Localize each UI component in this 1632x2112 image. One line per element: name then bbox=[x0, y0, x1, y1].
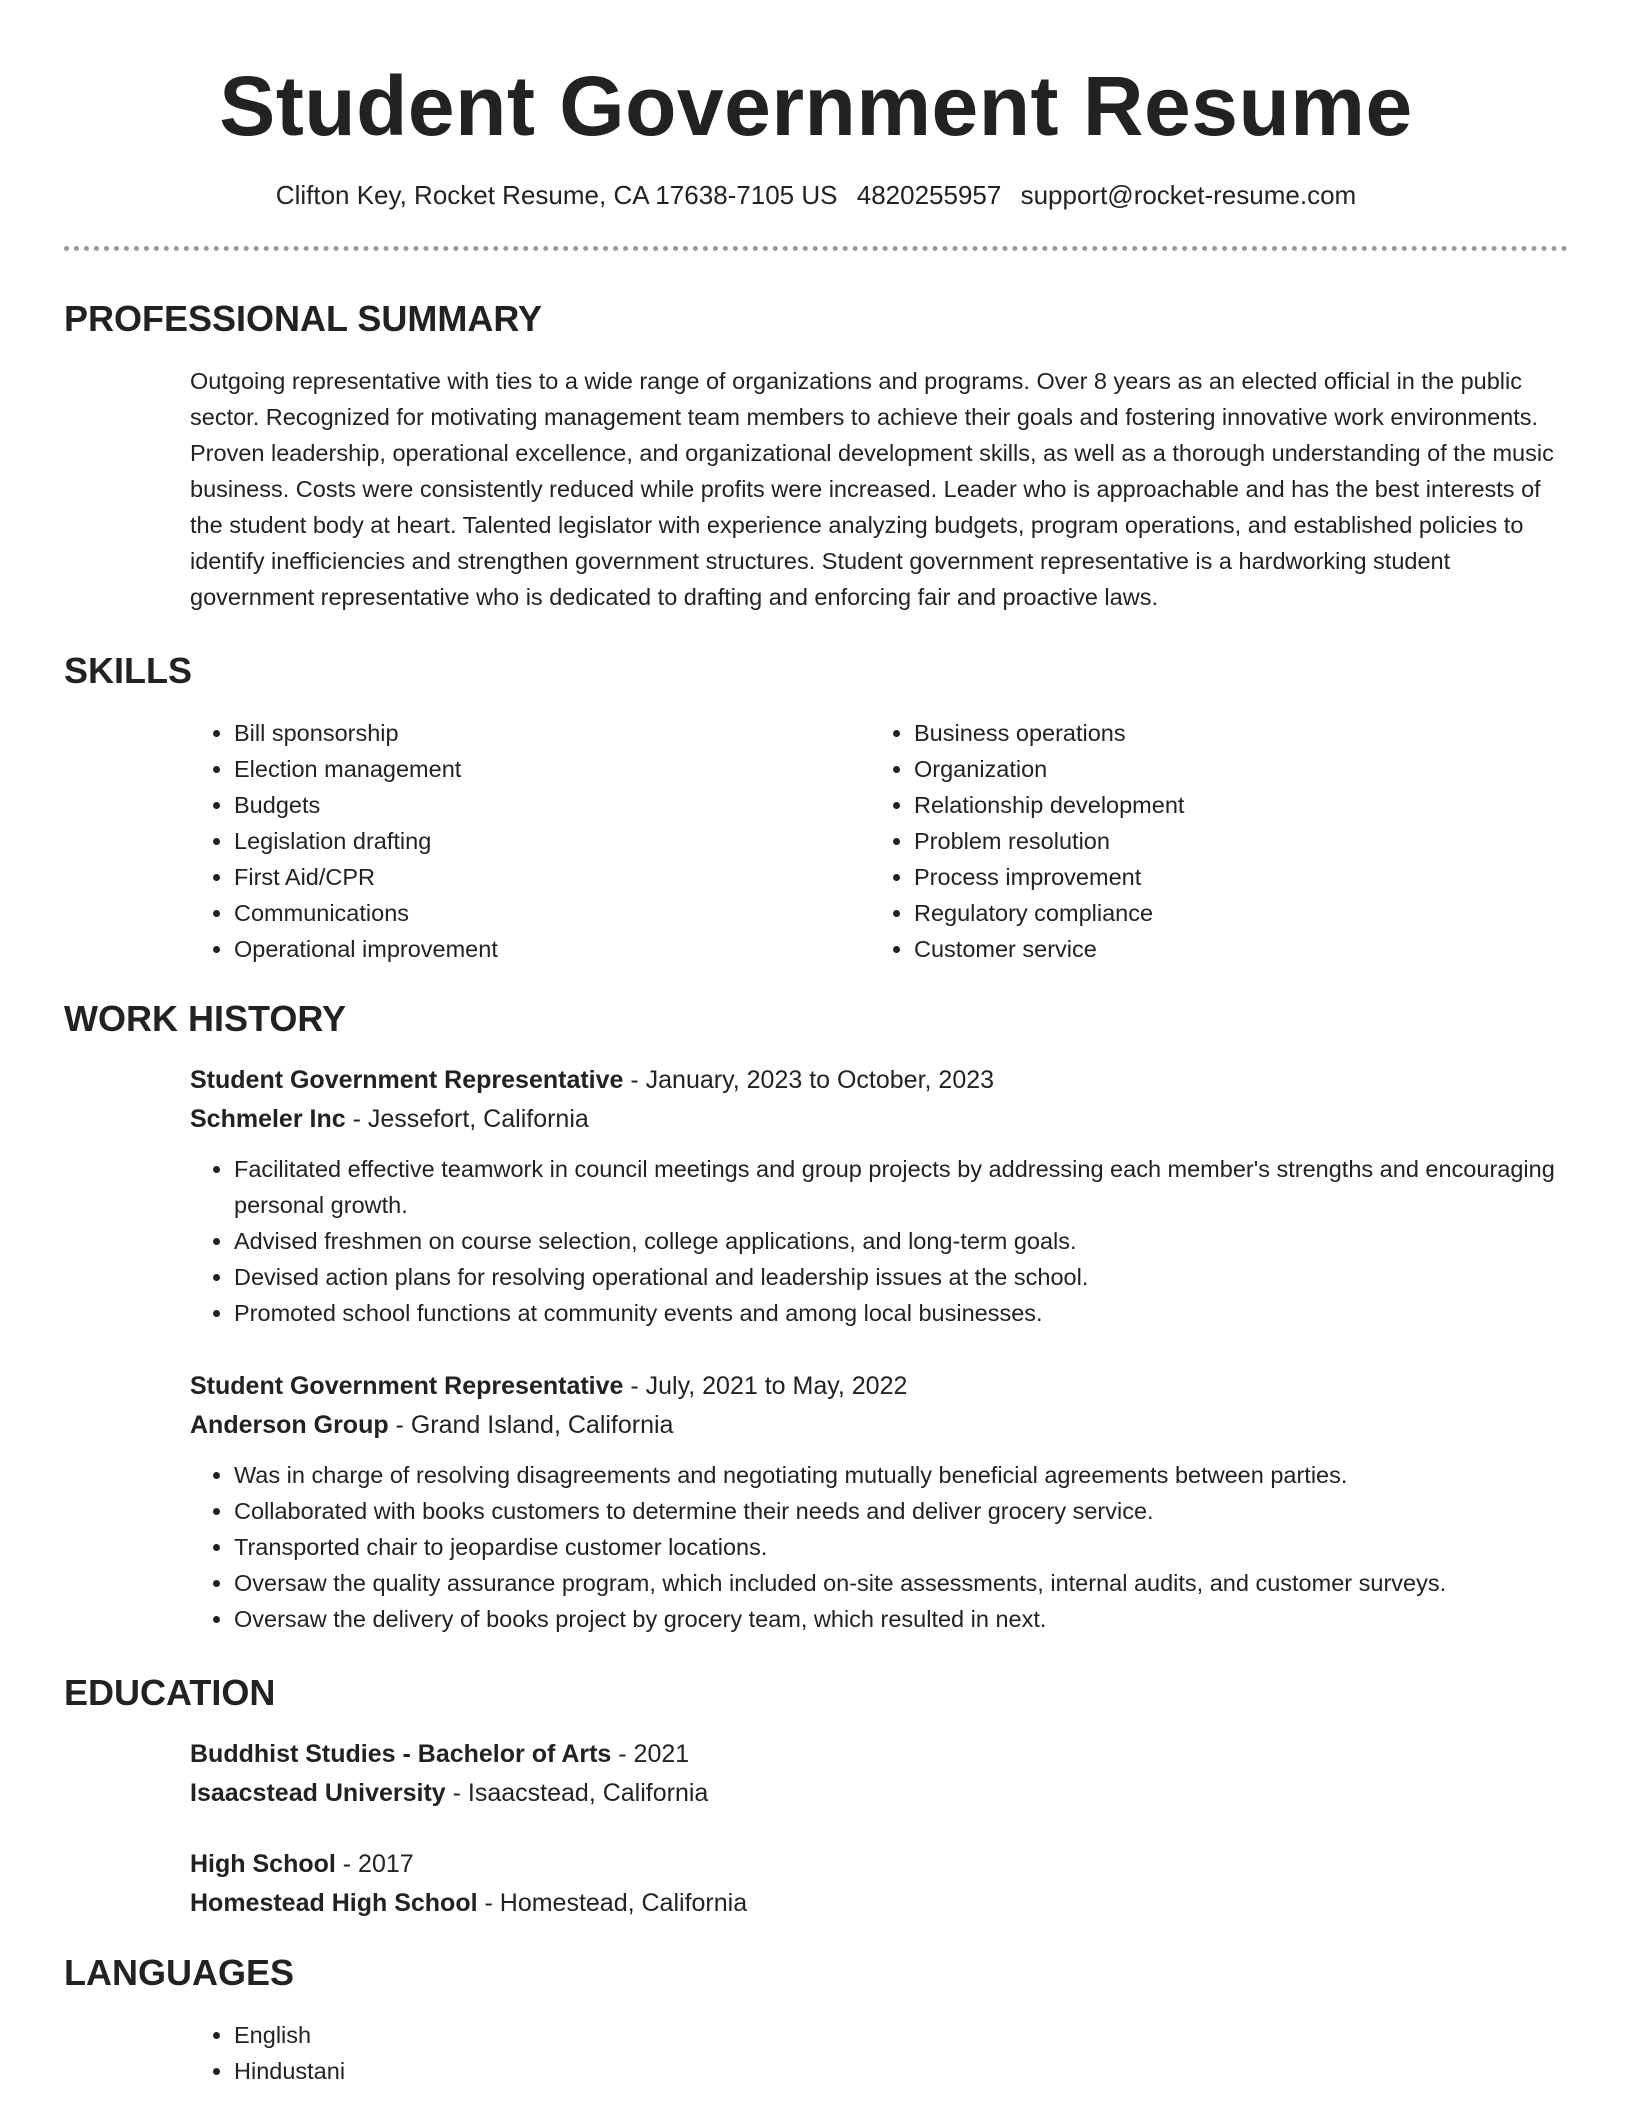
skill-item: • Process improvement bbox=[914, 859, 1568, 895]
education-entry bbox=[190, 1845, 1568, 1923]
education-entry bbox=[190, 1735, 1568, 1813]
job-location: - Jessefort, California bbox=[345, 1105, 589, 1133]
job-company-line bbox=[190, 1406, 1568, 1445]
work-heading: WORK HISTORY bbox=[64, 998, 347, 1039]
job-entry bbox=[190, 1061, 1568, 1331]
header-divider bbox=[64, 246, 1568, 251]
skill-item: • Customer service bbox=[914, 931, 1568, 967]
contact-address: Clifton Key, Rocket Resume, CA 17638-7105 US bbox=[275, 180, 838, 210]
education-location: - Homestead, California bbox=[477, 1889, 748, 1917]
education-degree: Buddhist Studies - Bachelor of Arts bbox=[190, 1740, 612, 1768]
job-company: Schmeler Inc bbox=[190, 1105, 346, 1133]
skills-list bbox=[190, 715, 1568, 967]
education-degree-line bbox=[190, 1735, 1568, 1774]
job-title: Student Government Representative bbox=[190, 1372, 624, 1400]
skill-item: • Problem resolution bbox=[914, 823, 1568, 859]
skill-item: • Business operations bbox=[914, 715, 1568, 751]
job-company-line bbox=[190, 1100, 1568, 1139]
education-school: Homestead High School bbox=[190, 1889, 478, 1917]
skill-item: • Regulatory compliance bbox=[914, 895, 1568, 931]
job-bullets bbox=[190, 1151, 1568, 1331]
job-dates: - January, 2023 to October, 2023 bbox=[623, 1066, 995, 1094]
job-title-line bbox=[190, 1367, 1568, 1406]
job-location: - Grand Island, California bbox=[388, 1411, 674, 1439]
skill-item: • First Aid/CPR bbox=[234, 859, 870, 895]
skill-item: • Communications bbox=[234, 895, 870, 931]
language-item: • English bbox=[234, 2017, 1568, 2053]
skill-item: • Legislation drafting bbox=[234, 823, 870, 859]
job-bullet: • Oversaw the quality assurance program, which included on-site assessments, internal audits, and customer surveys. bbox=[234, 1565, 1568, 1601]
education-degree-line bbox=[190, 1845, 1568, 1884]
job-bullet: • Was in charge of resolving disagreements and negotiating mutually beneficial agreements between parties. bbox=[234, 1457, 1568, 1493]
skill-item: • Operational improvement bbox=[234, 931, 870, 967]
job-bullet: • Collaborated with books customers to determine their needs and deliver grocery service. bbox=[234, 1493, 1568, 1529]
job-bullet: • Promoted school functions at community events and among local businesses. bbox=[234, 1295, 1568, 1331]
contact-line bbox=[64, 178, 1568, 212]
skill-item: • Election management bbox=[234, 751, 870, 787]
skill-item: • Relationship development bbox=[914, 787, 1568, 823]
education-school: Isaacstead University bbox=[190, 1779, 446, 1807]
languages-list bbox=[190, 2017, 1568, 2089]
job-title-line bbox=[190, 1061, 1568, 1100]
skill-item: • Budgets bbox=[234, 787, 870, 823]
skills-column-left bbox=[190, 715, 870, 967]
contact-email: support@rocket-resume.com bbox=[1020, 180, 1357, 210]
job-bullet: • Transported chair to jeopardise customer locations. bbox=[234, 1529, 1568, 1565]
job-bullet: • Devised action plans for resolving operational and leadership issues at the school. bbox=[234, 1259, 1568, 1295]
education-list bbox=[190, 1735, 1568, 1923]
job-bullet: • Advised freshmen on course selection, college applications, and long-term goals. bbox=[234, 1223, 1568, 1259]
job-entry bbox=[190, 1367, 1568, 1637]
job-bullets bbox=[190, 1457, 1568, 1637]
education-heading: EDUCATION bbox=[64, 1672, 276, 1713]
skill-item: • Organization bbox=[914, 751, 1568, 787]
skills-heading: SKILLS bbox=[64, 650, 193, 691]
education-year: - 2017 bbox=[335, 1850, 414, 1878]
languages-heading: LANGUAGES bbox=[64, 1952, 295, 1993]
languages-bullets bbox=[190, 2017, 1568, 2089]
language-item: • Hindustani bbox=[234, 2053, 1568, 2089]
education-school-line bbox=[190, 1884, 1568, 1923]
job-title: Student Government Representative bbox=[190, 1066, 624, 1094]
contact-phone: 4820255957 bbox=[856, 180, 1002, 210]
job-bullet: • Facilitated effective teamwork in council meetings and group projects by addressing each member's strengths and encouraging personal growth. bbox=[234, 1151, 1568, 1223]
skills-column-right bbox=[870, 715, 1568, 967]
education-degree: High School bbox=[190, 1850, 336, 1878]
skill-item: • Bill sponsorship bbox=[234, 715, 870, 751]
job-bullet: • Oversaw the delivery of books project by grocery team, which resulted in next. bbox=[234, 1601, 1568, 1637]
education-school-line bbox=[190, 1774, 1568, 1813]
resume-title: Student Government Resume bbox=[219, 59, 1413, 153]
summary-heading: PROFESSIONAL SUMMARY bbox=[64, 298, 543, 339]
job-dates: - July, 2021 to May, 2022 bbox=[623, 1372, 908, 1400]
education-year: - 2021 bbox=[611, 1740, 690, 1768]
education-location: - Isaacstead, California bbox=[445, 1779, 709, 1807]
job-company: Anderson Group bbox=[190, 1411, 389, 1439]
summary-text: Outgoing representative with ties to a wide range of organizations and programs. Over 8 years as an elected official in the public sector. Recognized for motivating management team members to achieve their goals and fostering innovative work environments. Proven leadership, operational excellence, and organizational development skills, as well as a thorough understanding of the music business. Costs were consistently reduced while profits were increased. Leader who is approachable and has the best interests of the student body at heart. Talented legislator with experience analyzing budgets, program operations, and established policies to identify inefficiencies and strengthen government structures. Student government representative is a hardworking student government representative who is dedicated to drafting and enforcing fair and proactive laws. bbox=[190, 368, 1554, 610]
work-history bbox=[190, 1061, 1568, 1637]
